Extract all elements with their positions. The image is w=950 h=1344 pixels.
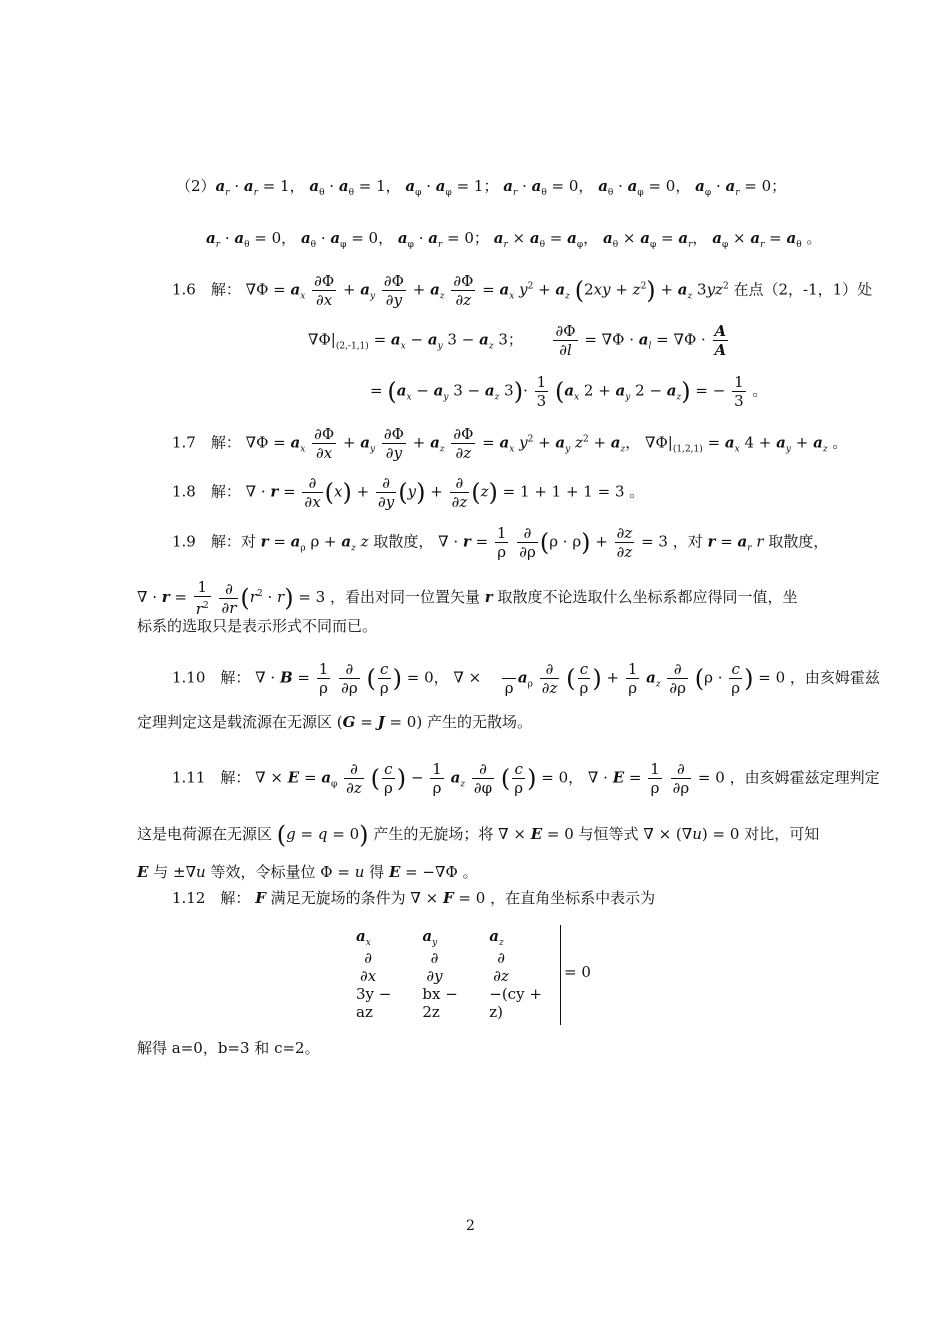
text-1-9-a: 取散度， (373, 532, 434, 551)
problem-label-1-11: 1.11 解： (172, 768, 251, 787)
eq-line-2b: $a_r \cdot a_\theta = 0$， $a_\theta \cdot a_\varphi = 0$， $a_\varphi \cdot a_r = 0$； $a_r \times a_\theta = a_\varphi$， $a_\theta \times a_\varphi = a_r$， $a_\varphi \times a_r = a_\theta$ 。 (206, 229, 822, 250)
det-cell-33: −(cy + z) (489, 985, 542, 1021)
text-1-11-c1: 与 (153, 863, 169, 881)
text-1-10-tail: ，由亥姆霍兹 (789, 668, 880, 687)
text-1-10-b2: 产生的无散场。 (426, 713, 532, 731)
eq-line-1-6c: = ($a_x - a_y$ $3 - a_z$ 3)· $\frac{1}{3}$ ($a_x$ $2 + a_y$ $2 - a_z$) = − $\frac{1}{3}$ 。 (370, 373, 768, 410)
eq-line-1-8: 1.8 解： ∇ · r = $\frac{\partial}{\partial x}$ (x) + $\frac{\partial}{\partial y}$ (y) + $\frac{\partial}{\partial z}$ (z) = 1 + 1 + 1 = 3 。 (172, 474, 645, 511)
eq-line-1-11: 1.11 解： ∇ × $E = a_\varphi$ $\frac{\partial}{\partial z}$ ( $\frac{c}{\rho}$ ) − $\frac{1}{\rho}$ $a_z$ $\frac{\partial}{\partial\varphi}$ ( $\frac{c}{\rho}$ ) = 0， ∇ · E = $\frac{1}{\rho}$ $\frac{\partial}{\partial\rho}$ = 0 ，由亥姆霍兹定理判定 (172, 760, 880, 797)
text-1-9-c: 取散度， (768, 532, 829, 551)
text-1-11-b2: 产生的无旋场；将 (373, 825, 494, 843)
result-line: 解得 a=0，b=3 和 c=2。 (137, 1039, 320, 1057)
text-1-6-tail: 在点（2，-1，1）处 (733, 280, 873, 299)
eq-line-1-10: 1.10 解： ∇ · B = $\frac{1}{\rho}$ $\frac{\partial}{\partial\rho}$ ( $\frac{c}{\rho}$ ) = 0， ∇ × ρ $a_\rho$ $\frac{\partial}{\partial z}$ ( $\frac{c}{\rho}$ ) + $\frac{1}{\rho}$ $a_z$ $\frac{\partial}{\partial\rho}$ (ρ · $\frac{c}{\rho}$ ) = 0 ，由亥姆霍兹 (172, 660, 880, 697)
det-cell-31: 3y − az (356, 985, 392, 1021)
eq-line-1-9b: ∇ · r = $\frac{1}{r^2}$ $\frac{\partial}{\partial r}$ $(r^2 \cdot r) = 3$ ，看出对同一位置矢量 r 取散度不论选取什么坐标系都应得同一值，坐 (137, 578, 798, 618)
text-line-1-9c: 标系的选取只是表示形式不同而已。 (137, 617, 378, 635)
text-1-11-b3: 与恒等式 (578, 825, 639, 843)
text-1-11-tail: ，由亥姆霍兹定理判定 (729, 768, 880, 787)
text-1-10-b1: 定理判定这是载流源在无源区 (137, 713, 333, 731)
page-number: 2 (466, 1218, 475, 1234)
eq-line-1-10b: 定理判定这是载流源在无源区 (G = J = 0) 产生的无散场。 (137, 713, 532, 731)
eq-line-1-6: 1.6 解： $\nabla\Phi = a_x$ $\frac{\partial\Phi}{\partial x}$ + $a_y$ $\frac{\partial\Phi}{\partial y}$ + $a_z$ $\frac{\partial\Phi}{\partial z}$ = $a_x$ $y^2 + a_z$ $(2xy + z^2) + a_z$ $3yz^2$ 在点（2，-1，1）处 (172, 272, 873, 309)
text-1-11-b4: 对比，可知 (744, 825, 820, 843)
text-1-9-e: 取散度不论选取什么坐标系都应得同一值，坐 (497, 588, 798, 606)
text-1-11-b1: 这是电荷源在无源区 (137, 825, 273, 843)
text-1-11-c2: 等效，令标量位 (210, 863, 316, 881)
problem-label-1-8: 1.8 解： (172, 482, 241, 501)
curl-determinant: $a_x$ $a_y$ $a_z$ ∂ ∂x ∂ ∂y ∂ ∂z 3y − az bx − 2z −(cy + z) (350, 925, 561, 1025)
det-cell-32: bx − 2z (422, 985, 458, 1021)
text-1-11-c3: 得 (369, 863, 385, 881)
eq-line-1-11c: E 与 ±∇u 等效，令标量位 Φ = u 得 E = −∇Φ 。 (137, 863, 478, 881)
problem-label-1-7: 1.7 解： (172, 433, 241, 452)
problem-label-1-6: 1.6 解： (172, 280, 241, 299)
text-1-12-a: 满足无旋场的条件为 (270, 889, 406, 907)
eq-line-1-9: 1.9 解：对 $r = a_\rho$ $\rho + a_z$ z 取散度， ∇ · r = $\frac{1}{\rho}$ $\frac{\partial}{\partial\rho}$ (ρ · ρ) + $\frac{\partial z}{\partial z}$ = 3 ，对 $r = a_r$ r 取散度， (172, 524, 829, 561)
problem-label-1-9: 1.9 解： (172, 532, 241, 551)
eq-line-2a: $(2)a_r \cdot a_r = 1$， $a_\theta \cdot a_\theta = 1$， $a_\varphi \cdot a_\varphi = 1$； $a_r \cdot a_\theta = 0$， $a_\theta \cdot a_\varphi = 0$， $a_\varphi \cdot a_r = 0$； (176, 177, 787, 198)
eq-line-1-6b: $\nabla\Phi|_{(2,-1,1)} = a_x - a_y$ $3 - a_z$ 3； $\frac{\partial\Phi}{\partial l}$ = $\nabla\Phi \cdot a_l = \nabla\Phi$ · $\frac{A}{A}$ (308, 322, 727, 359)
problem-label-1-10: 1.10 解： (172, 668, 251, 687)
det-equals: = 0 (564, 963, 591, 981)
problem-label-1-12: 1.12 解： (172, 889, 251, 907)
eq-line-1-7: 1.7 解： $\nabla\Phi = a_x$ $\frac{\partial\Phi}{\partial x}$ + $a_y$ $\frac{\partial\Phi}{\partial y}$ + $a_z$ $\frac{\partial\Phi}{\partial z}$ = $a_x$ $y^2 + a_y$ $z^2 + a_z$， $\nabla\Phi|_{(1,2,1)} = a_x$ $4 + a_y + a_z$ 。 (172, 425, 848, 462)
text-1-9-b: ，对 (672, 532, 703, 551)
eq-line-1-11b: 这是电荷源在无源区 (g = q = 0) 产生的无旋场；将 ∇ × E = 0 与恒等式 ∇ × (∇u) = 0 对比，可知 (137, 821, 820, 849)
eq-line-1-12: 1.12 解： F 满足无旋场的条件为 ∇ × F = 0 ，在直角坐标系中表示为 (172, 889, 656, 907)
text-1-9-d: ，看出对同一位置矢量 (329, 588, 480, 606)
text-1-12-b: ，在直角坐标系中表示为 (490, 889, 656, 907)
